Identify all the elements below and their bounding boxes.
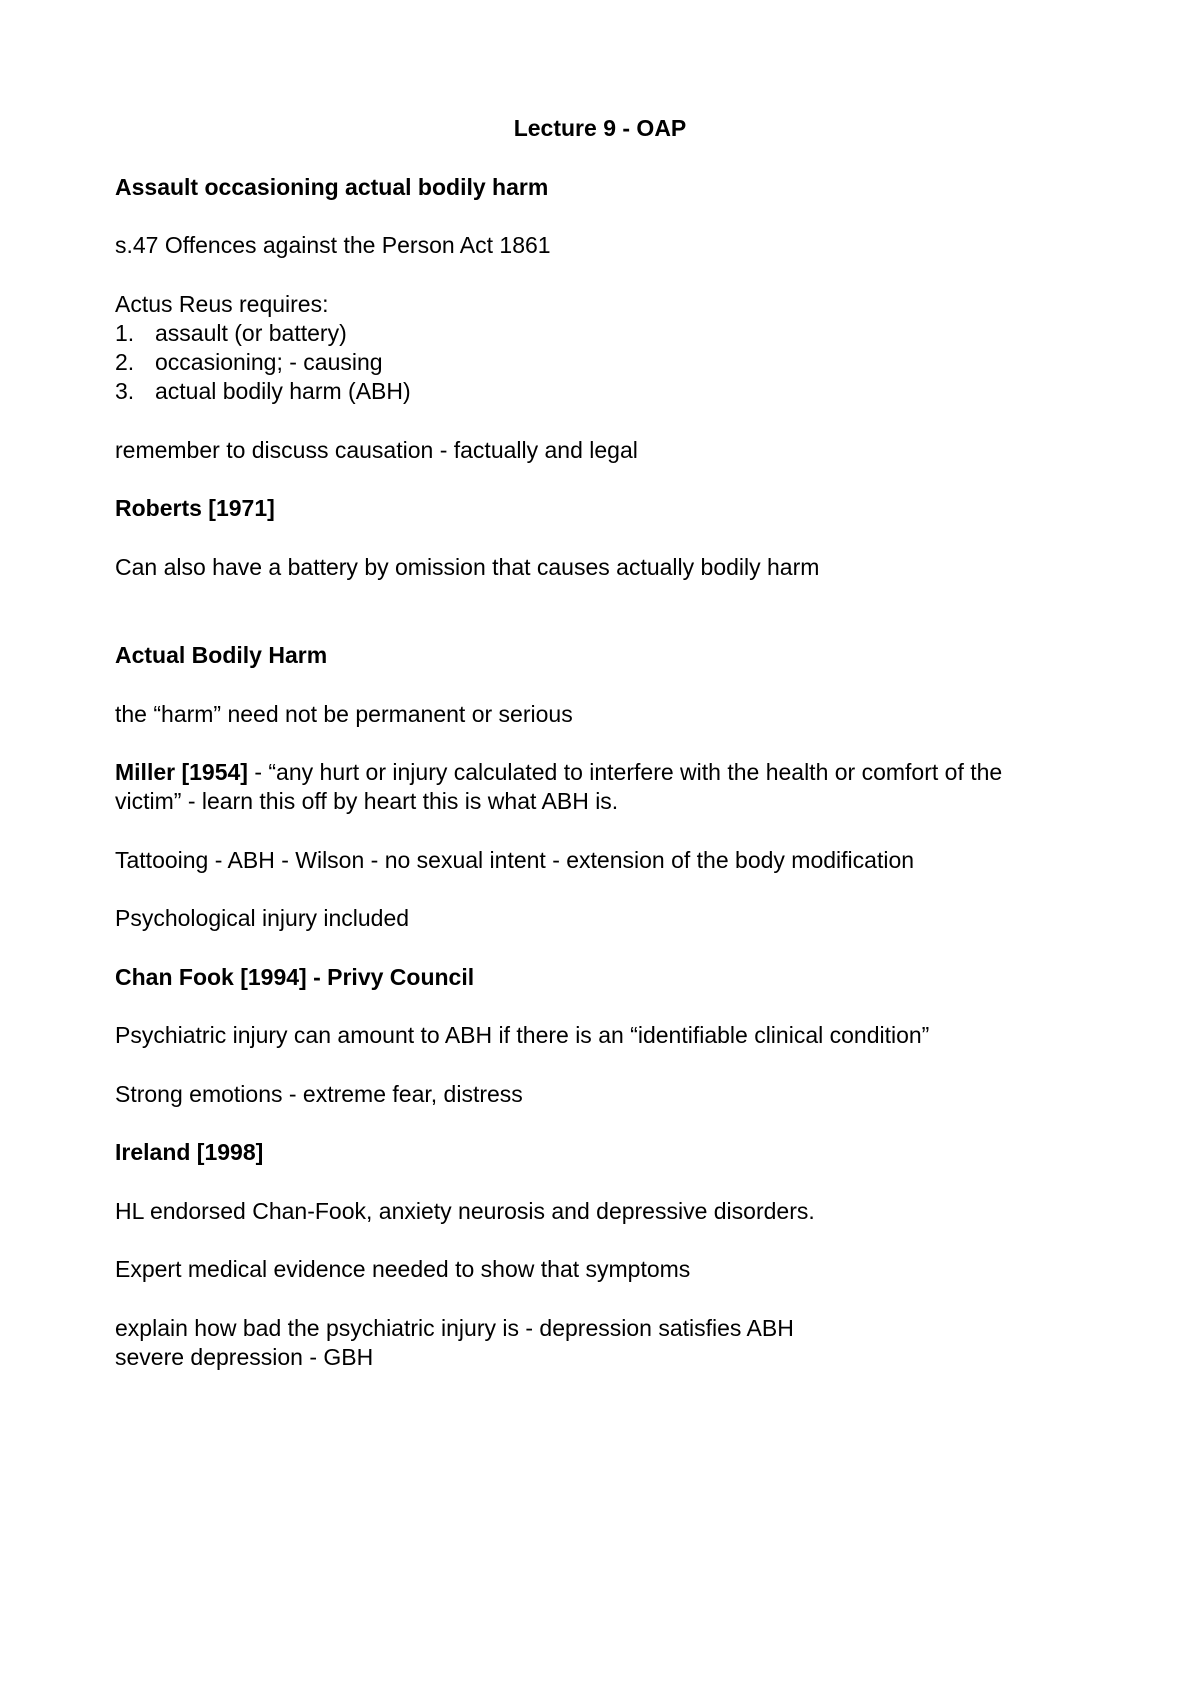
list-text: assault (or battery) xyxy=(155,320,347,346)
case-miller: Miller [1954] xyxy=(115,759,248,785)
miller-quote: - “any hurt or injury calculated to interfere with the health or comfort of the xyxy=(247,759,1003,785)
actus-reus-intro: Actus Reus requires: xyxy=(115,291,329,317)
case-ireland: Ireland [1998] xyxy=(115,1139,264,1165)
list-number: 1. xyxy=(115,320,135,346)
list-item xyxy=(115,348,383,377)
roberts-note: Can also have a battery by omission that causes actually bodily harm xyxy=(115,554,820,580)
page-title: Lecture 9 - OAP xyxy=(513,115,687,141)
list-item xyxy=(115,377,411,406)
ireland-note: HL endorsed Chan-Fook, anxiety neurosis and depressive disorders. xyxy=(115,1198,815,1224)
list-number: 3. xyxy=(115,378,135,404)
explain-line1: explain how bad the psychiatric injury is - depression satisfies ABH xyxy=(115,1315,794,1341)
causation-note: remember to discuss causation - factually and legal xyxy=(115,437,638,463)
expert-note: Expert medical evidence needed to show that symptoms xyxy=(115,1256,691,1282)
case-roberts: Roberts [1971] xyxy=(115,495,275,521)
heading-abh: Actual Bodily Harm xyxy=(115,642,328,668)
harm-note: the “harm” need not be permanent or serious xyxy=(115,701,573,727)
list-item xyxy=(115,319,347,348)
miller-paragraph-line1 xyxy=(115,758,1002,787)
miller-paragraph-line2: victim” - learn this off by heart this is what ABH is. xyxy=(115,788,619,814)
strong-emotions: Strong emotions - extreme fear, distress xyxy=(115,1081,523,1107)
explain-line2: severe depression - GBH xyxy=(115,1344,374,1370)
heading-abh-offence: Assault occasioning actual bodily harm xyxy=(115,174,549,200)
statute-reference: s.47 Offences against the Person Act 1861 xyxy=(115,232,551,258)
case-chan-fook: Chan Fook [1994] - Privy Council xyxy=(115,964,475,990)
chan-fook-note: Psychiatric injury can amount to ABH if there is an “identifiable clinical condition” xyxy=(115,1022,930,1048)
list-text: occasioning; - causing xyxy=(155,349,383,375)
tattooing-note: Tattooing - ABH - Wilson - no sexual intent - extension of the body modification xyxy=(115,847,915,873)
psych-included: Psychological injury included xyxy=(115,905,410,931)
list-text: actual bodily harm (ABH) xyxy=(155,378,411,404)
list-number: 2. xyxy=(115,349,135,375)
